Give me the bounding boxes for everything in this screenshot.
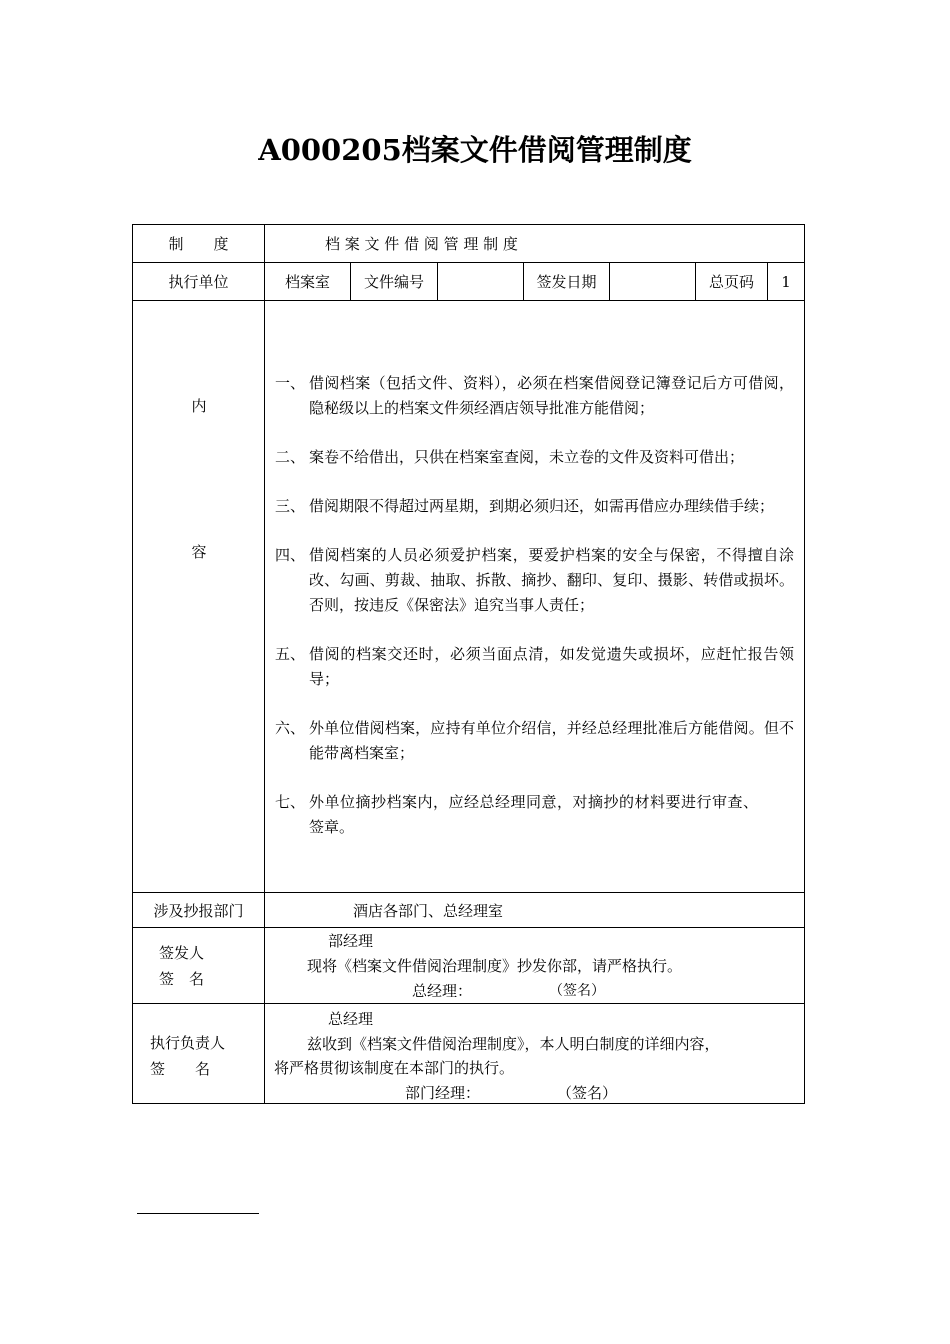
item-number: 四、 <box>275 546 306 564</box>
content-item <box>275 642 794 692</box>
doc-no-value <box>438 263 524 301</box>
executor-sign-note: （签名） <box>557 1084 618 1102</box>
item-number: 七、 <box>275 793 306 811</box>
doc-no-label: 文件编号 <box>351 263 438 301</box>
issuer-sign-note: （签名） <box>549 983 605 999</box>
cc-value: 酒店各部门、总经理室 <box>265 893 805 928</box>
content-label-cell <box>133 301 265 893</box>
item-text: 借阅档案（包括文件、资料），必须在档案借阅登记簿登记后方可借阅，隐秘级以上的档案文件须经酒店领导批准方能借阅； <box>309 374 795 417</box>
issue-date-value <box>610 263 696 301</box>
regulation-value-cell <box>265 225 805 263</box>
content-items <box>275 301 794 840</box>
item-text: 借阅档案的人员必须爱护档案，要爱护档案的安全与保密，不得擅自涂改、勾画、剪裁、抽取、拆散、摘抄、翻印、复印、摄影、转借或损坏。否则，按违反《保密法》追究当事人责任； <box>309 546 795 614</box>
item-text: 借阅期限不得超过两星期，到期必须归还，如需再借应办理续借手续； <box>309 497 775 515</box>
row-issuer-signature <box>133 928 805 1004</box>
item-text: 外单位借阅档案，应持有单位介绍信，并经总经理批准后方能借阅。但不能带离档案室； <box>309 719 795 762</box>
executor-label-2: 签 名 <box>150 1060 211 1078</box>
regulation-value: 档 案 文 件 借 阅 管 理 制 度 <box>325 235 518 253</box>
row-exec-info <box>133 263 805 301</box>
content-body-cell <box>265 301 805 893</box>
content-label-bottom: 容 <box>191 543 207 561</box>
item-number: 六、 <box>275 719 306 737</box>
issuer-label-cell <box>133 928 265 1004</box>
executor-body-line1: 兹收到《档案文件借阅治理制度》，本人明白制度的详细内容， <box>307 1035 720 1053</box>
issuer-label-2: 签 名 <box>159 970 205 988</box>
item-number: 二、 <box>275 448 306 466</box>
regulation-label-cell <box>133 225 265 263</box>
document-title: A000205档案文件借阅管理制度 <box>258 133 692 167</box>
row-cc-departments <box>133 893 805 928</box>
content-item <box>275 371 794 421</box>
footnote-separator-line <box>137 1213 259 1214</box>
cc-label: 涉及抄报部门 <box>133 893 265 928</box>
executor-signer: 部门经理： <box>405 1084 481 1102</box>
content-item <box>275 445 794 470</box>
issuer-label-1: 签发人 <box>159 944 205 962</box>
executor-addressee: 总经理 <box>328 1010 374 1028</box>
regulation-label: 制 度 <box>168 235 229 253</box>
item-number: 一、 <box>275 374 306 392</box>
row-content <box>133 301 805 893</box>
exec-unit-value: 档案室 <box>265 263 351 301</box>
issuer-body-cell <box>265 928 805 1004</box>
issuer-body: 现将《档案文件借阅治理制度》抄发你部，请严格执行。 <box>307 957 683 975</box>
exec-unit-label: 执行单位 <box>133 263 265 301</box>
item-number: 三、 <box>275 497 306 515</box>
content-item <box>275 543 794 618</box>
content-item <box>275 494 794 519</box>
content-item <box>275 716 794 766</box>
content-label-top: 内 <box>191 397 207 415</box>
executor-label-1: 执行负责人 <box>150 1034 226 1052</box>
item-text: 借阅的档案交还时，必须当面点清，如发觉遗失或损坏，应赶忙报告领导； <box>309 645 795 688</box>
executor-body-line2: 将严格贯彻该制度在本部门的执行。 <box>274 1059 515 1077</box>
row-regulation-name <box>133 225 805 263</box>
regulation-form-table <box>132 224 805 1104</box>
item-text: 外单位摘抄档案内，应经总经理同意，对摘抄的材料要进行审查、签章。 <box>309 793 759 836</box>
issuer-addressee: 部经理 <box>328 932 374 950</box>
content-item <box>275 790 794 840</box>
total-pages-label: 总页码 <box>696 263 768 301</box>
row-executor-signature <box>133 1004 805 1104</box>
issuer-signer: 总经理： <box>412 982 473 1000</box>
executor-body-cell <box>265 1004 805 1104</box>
total-pages-value: 1 <box>768 263 805 301</box>
item-number: 五、 <box>275 645 306 663</box>
issue-date-label: 签发日期 <box>524 263 610 301</box>
item-text: 案卷不给借出，只供在档案室查阅，未立卷的文件及资料可借出； <box>309 448 745 466</box>
executor-label-cell <box>133 1004 265 1104</box>
